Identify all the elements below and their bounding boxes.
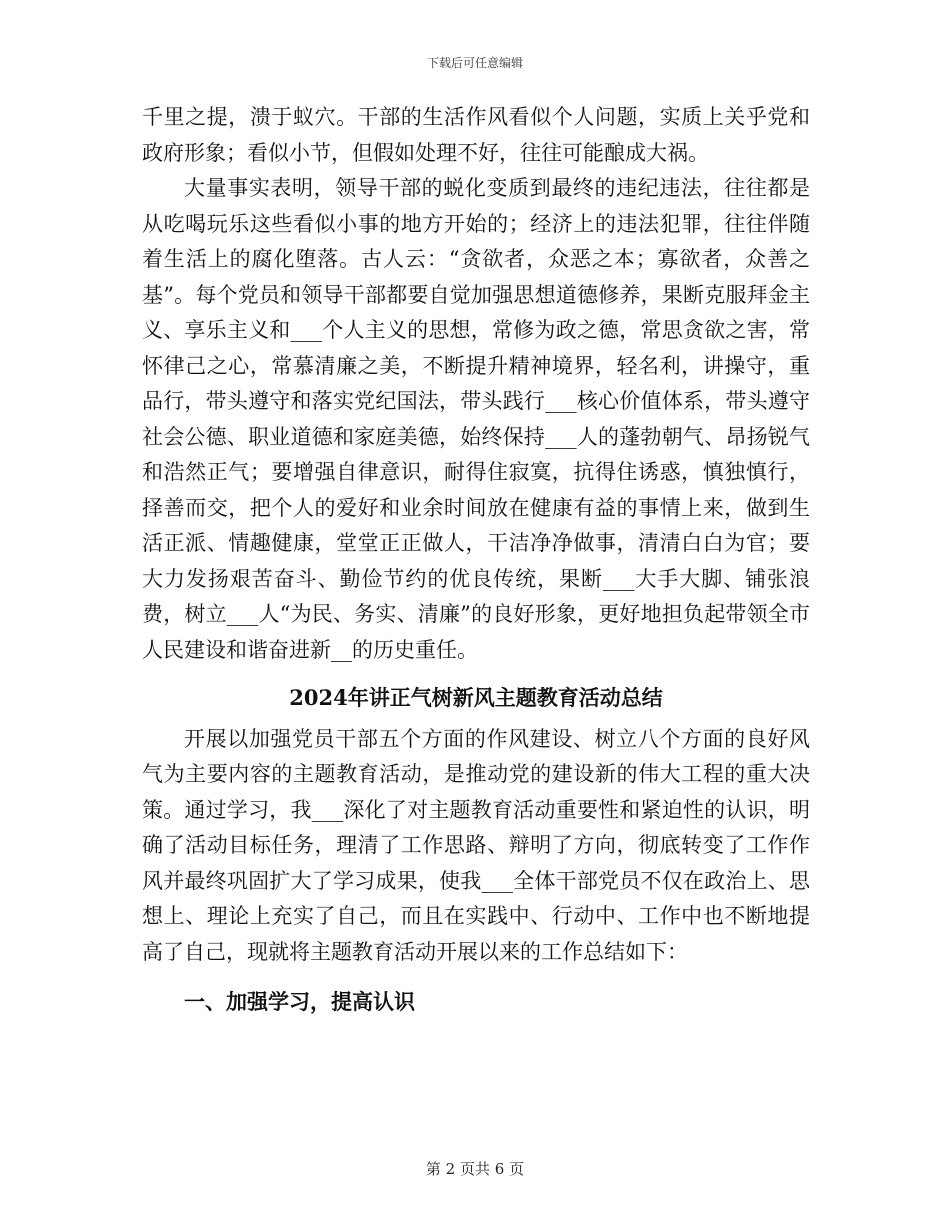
paragraph-2: 大量事实表明，领导干部的蜕化变质到最终的违纪违法，往往都是从吃喝玩乐这些看似小事的地方开始的；经济上的违法犯罪，往往伴随着生活上的腐化堕落。古人云：“贪欲者，众恶之本；寡欲者，众善之基”。每个党员和领导干部都要自觉加强思想道德修养，果断克服拜金主义、享乐主义和___个人主义的思想，常修为政之德，常思贪欲之害，常怀律己之心，常慕清廉之美，不断提升精神境界，轻名利，讲操守，重品行，带头遵守和落实党纪国法，带头践行___核心价值体系，带头遵守社会公德、职业道德和家庭美德，始终保持___人的蓬勃朝气、昂扬锐气和浩然正气；要增强自律意识，耐得住寂寞，抗得住诱惑，慎独慎行，择善而交，把个人的爱好和业余时间放在健康有益的事情上来，做到生活正派、情趣健康，堂堂正正做人，干洁净净做事，清清白白为官；要大力发扬艰苦奋斗、勤俭节约的优良传统，果断___大手大脚、铺张浪费，树立___人“为民、务实、清廉”的良好形象，更好地担负起带领全市人民建设和谐奋进新__的历史重任。 — [142, 176, 810, 662]
document-body — [142, 100, 810, 1020]
page-header-note: 下载后可任意编辑 — [426, 56, 523, 70]
page-footer-number: 第 2 页共 6 页 — [425, 1160, 525, 1178]
paragraph-1: 千里之提，溃于蚁穴。干部的生活作风看似个人问题，实质上关乎党和政府形象；看似小节，但假如处理不好，往往可能酿成大祸。 — [142, 105, 810, 165]
paragraph-3: 开展以加强党员干部五个方面的作风建设、树立八个方面的良好风气为主要内容的主题教育活动，是推动党的建设新的伟大工程的重大决策。通过学习，我___深化了对主题教育活动重要性和紧迫性的认识，明确了活动目标任务，理清了工作思路、辩明了方向，彻底转变了工作作风并最终巩固扩大了学习成果，使我___全体干部党员不仅在政治上、思想上、理论上充实了自己，而且在实践中、行动中、工作中也不断地提高了自己，现就将主题教育活动开展以来的工作总结如下： — [142, 726, 810, 964]
section-heading-1: 一、加强学习，提高认识 — [184, 989, 415, 1014]
document-title: 2024年讲正气树新风主题教育活动总结 — [289, 685, 663, 710]
